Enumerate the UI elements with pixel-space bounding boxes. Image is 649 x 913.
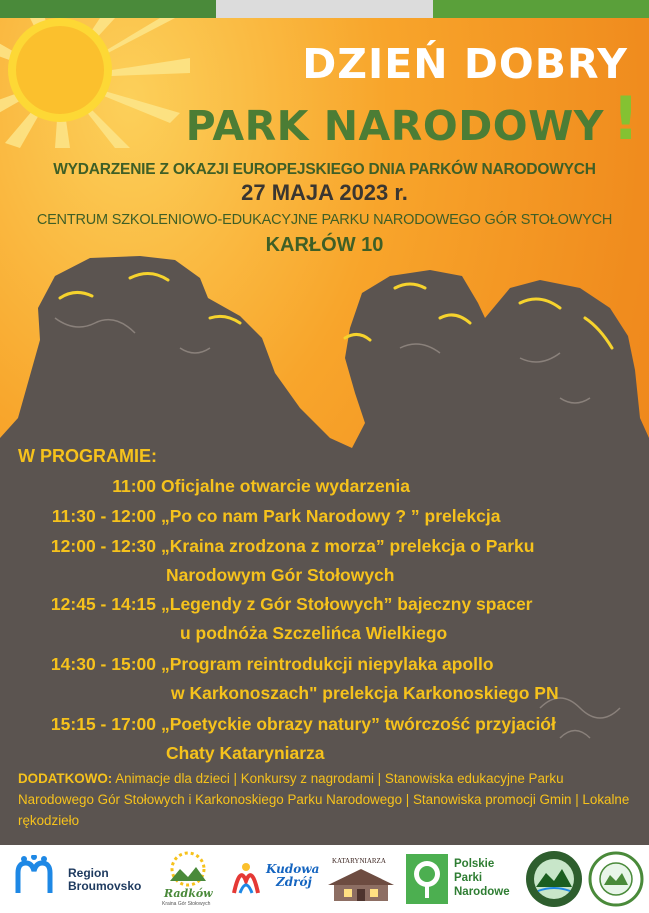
additional-info — [18, 768, 634, 831]
kudowa-icon — [230, 861, 262, 897]
schedule-time: 15:15 - 17:00 — [50, 714, 156, 734]
schedule-time: 11:00 — [112, 476, 156, 496]
top-bar-right — [433, 0, 649, 18]
broumovsko-icon — [14, 855, 58, 899]
schedule-time: 12:45 - 14:15 — [50, 594, 156, 614]
logo-karkonoski-pn — [524, 845, 586, 913]
schedule-time: 14:30 - 15:00 — [50, 654, 156, 674]
schedule-description: „Po co nam Park Narodowy ? ” prelekcja — [161, 506, 501, 526]
broumovsko-line2: Broumovsko — [68, 879, 142, 893]
title-line-2: PARK NARODOWY — [185, 102, 604, 150]
kpn-seal-icon — [524, 849, 584, 909]
schedule-description: „Poetyckie obrazy natury” twórczość przyjaciół — [161, 714, 556, 734]
kudowa-line1: Kudowa — [266, 862, 320, 876]
schedule-description: „Legendy z Gór Stołowych” bajeczny spacer — [161, 594, 533, 614]
logo-polskie-parki — [406, 845, 522, 913]
schedule-description-cont: Narodowym Gór Stołowych — [166, 565, 395, 585]
broumovsko-line1: Region — [68, 866, 109, 880]
poster — [0, 18, 649, 845]
schedule-description-cont: w Karkonoszach" prelekcja Karkonoskiego PN — [171, 683, 559, 703]
logo-pngs — [588, 845, 648, 913]
tree-icon — [406, 854, 448, 904]
kataryniarz-text: KATARYNIARZA — [332, 857, 386, 865]
ppn-line1: Polskie — [454, 858, 495, 870]
title-line-1: DZIEŃ DOBRY — [302, 40, 628, 88]
top-bar-left — [0, 0, 216, 18]
event-date: 27 MAJA 2023 r. — [241, 180, 408, 205]
ppn-line2: Parki — [454, 872, 483, 884]
radkow-icon — [162, 851, 214, 891]
logo-broumovsko — [14, 845, 154, 913]
logo-kudowa — [230, 845, 320, 913]
schedule-description-cont: Chaty Kataryniarza — [166, 743, 325, 763]
pngs-seal-icon — [588, 849, 644, 909]
kudowa-line2: Zdrój — [276, 875, 312, 889]
logo-radkow — [160, 845, 216, 913]
partner-logos — [0, 845, 649, 913]
additional-label: DODATKOWO: — [18, 771, 113, 786]
house-icon — [324, 867, 398, 903]
top-color-bar — [0, 0, 649, 18]
radkow-name: Radków — [164, 887, 213, 900]
schedule-description: „Program reintrodukcji niepylaka apollo — [161, 654, 494, 674]
schedule-time: 12:00 - 12:30 — [50, 536, 156, 556]
schedule-description: Oficjalne otwarcie wydarzenia — [161, 476, 410, 496]
radkow-sub: Kraina Gór Stołowych — [162, 901, 211, 907]
program-heading: W PROGRAMIE: — [18, 446, 157, 466]
additional-text: Animacje dla dzieci | Konkursy z nagrodami | Stanowiska edukacyjne Parku Narodowego Gór Stołowych i Karkonoskiego Parku Narodowego | Stanowiska promocji Gmin | Lokalne rękodzieło — [18, 771, 630, 828]
schedule-time: 11:30 - 12:00 — [51, 506, 156, 526]
schedule-description-cont: u podnóża Szczelińca Wielkiego — [180, 623, 448, 643]
ppn-line3: Narodowe — [454, 886, 510, 898]
top-bar-middle — [216, 0, 432, 18]
logo-kataryniarz — [322, 845, 402, 913]
title-exclamation: ! — [612, 84, 640, 154]
event-subtitle: WYDARZENIE Z OKAZJI EUROPEJSKIEGO DNIA PARKÓW NARODOWYCH — [53, 161, 596, 178]
event-address: KARŁÓW 10 — [265, 234, 384, 256]
schedule-description: „Kraina zrodzona z morza” prelekcja o Parku — [161, 536, 535, 556]
event-venue: CENTRUM SZKOLENIOWO-EDUKACYJNE PARKU NARODOWEGO GÓR STOŁOWYCH — [36, 212, 613, 228]
